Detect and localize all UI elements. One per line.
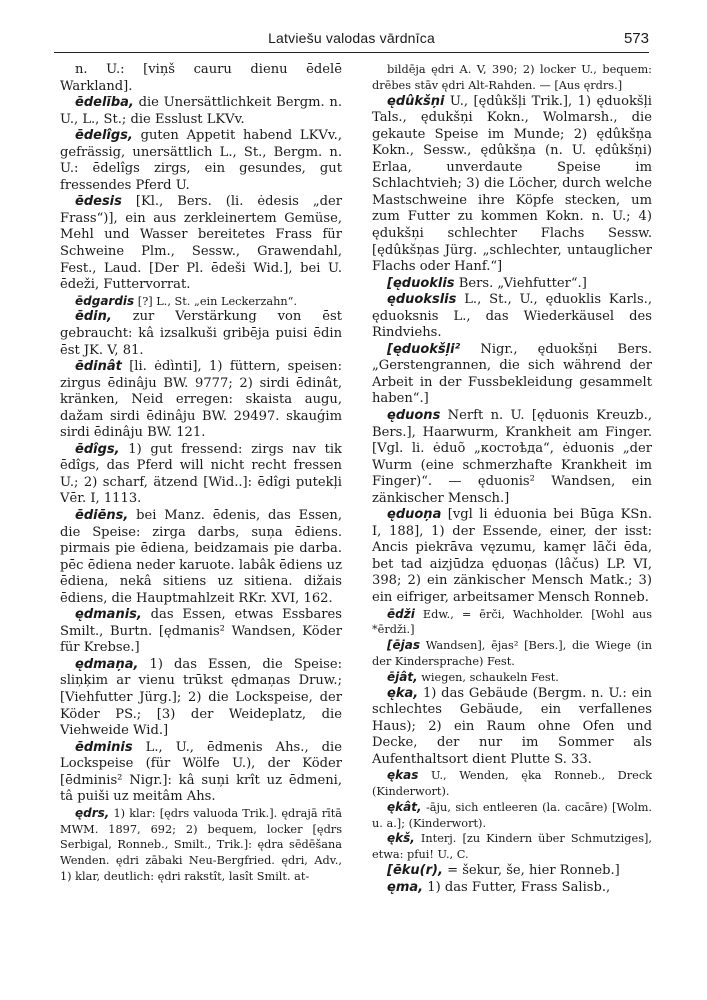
entry-headword: ędmaņa, xyxy=(75,656,139,672)
entry-headword: ēdiēns, xyxy=(75,508,129,524)
entry-text: 1) klar: [ędrs valuoda Trik.]. ędrajā rītā MWM. 1897, 692; 2) bequem, locker [ędrs Serbigal, Ronneb., Smilt., Trik.]: ędra sēdēšana Wenden. ędri zābaki Neu-Bergfried. ędri, Adv., 1) klar, deutlich: ędri rakstît, lasît Smilt. at- xyxy=(60,806,343,884)
dictionary-entry xyxy=(60,359,342,442)
entry-text: guten Appetit habend LKVv., gefrässig, unersättlich L., St., Bergm. n. U.: ēdelîgs zirgs, ein gesundes, gut fressendes Pferd U. xyxy=(60,128,342,193)
dictionary-entry xyxy=(60,740,342,806)
entry-text: bildēja ędri A. V, 390; 2) locker U., bequem: drēbes stāv ędri Alt-Rahden. — [Aus ęrdrs.] xyxy=(372,63,652,92)
entry-text: [vgl li ėduonia bei Būga KSn. I, 188], 1) der Essende, einer, der isst: Ancis piekrāva vęzumu, kamęr lāči ēda, bet tad aizjūdza ęduoņas (lâčus) LP. VI, 398; 2) ein zänkischer Mensch Matk.; 3) ein eifriger, arbeitsamer Mensch Ronneb. xyxy=(372,507,652,605)
entry-headword: [ęduokšļi² xyxy=(387,341,461,357)
entry-text: 1) das Essen, die Speise: sliņķim ar vienu trūkst ędmaņas Druw.; [Viehfutter Jürg.]; 2) die Lockspeise, der Köder PS.; [3) der Weideplatz, die Viehweide Wid.] xyxy=(60,656,342,739)
entry-headword: ēdži xyxy=(387,606,415,621)
dictionary-entry xyxy=(372,831,652,863)
page-header xyxy=(54,28,649,53)
entry-text: [li. ėdìnti], 1) füttern, speisen: zirgus ēdinâju BW. 9777; 2) sirdi ēdinât, kränken, Neid erregen: skaista augu, dažam sirdi ēdinâju BW. 29497. skauǵim sirdi ēdinâju BW. 121. xyxy=(60,359,342,441)
dictionary-entry xyxy=(372,292,652,342)
entry-text: 1) gut fressend: zirgs nav tik ēdîgs, das Pferd will nicht recht fressen U.; 2) scharf, ätzend [Wid..]: ēdîgi putekļi Vēr. I, 1113. xyxy=(60,441,342,507)
entry-text: [Kl., Bers. (li. ėdesis „der Frass“)], ein aus zerkleinertem Gemüse, Mehl und Wasser bereitetes Frass für Schweine Plm., Sessw., Grawendahl, Fest., Laud. [Der Pl. ēdeši Wid.], bei U. ēdeži, Futtervorrat. xyxy=(60,194,342,293)
dictionary-entry xyxy=(372,276,652,293)
entry-headword: ējât, xyxy=(387,669,418,684)
entry-text: Interj. [zu Kindern über Schmutziges], etwa: pfui! U., C. xyxy=(372,832,653,862)
entry-text: -āju, sich entleeren (la. cacāre) [Wolm. u. a.]; (Kinderwort). xyxy=(372,800,653,830)
dictionary-entry xyxy=(372,507,652,606)
entry-headword: ęduokslis xyxy=(387,292,457,308)
entry-text: L., U., ēdmenis Ahs., die Lockspeise (für Wölfe U.), der Köder [ēdminis² Nigr.]: kâ suņi krît uz ēdmeni, tâ puiši uz meitâm Ahs. xyxy=(60,739,342,805)
entry-text: 1) das Futter, Frass Salisb., xyxy=(427,879,611,895)
running-title: Latviešu valodas vārdnīca xyxy=(268,30,435,46)
left-column xyxy=(60,62,342,885)
entry-text: Edw., = ērči, Wachholder. [Wohl aus *ērdži.] xyxy=(372,607,653,637)
entry-headword: ędrs, xyxy=(75,805,110,820)
dictionary-entry xyxy=(60,194,342,293)
dictionary-entry xyxy=(372,670,652,686)
dictionary-entry xyxy=(60,95,342,128)
entry-headword: ękas xyxy=(387,768,419,783)
entry-text: Bers. „Viehfutter“.] xyxy=(458,275,587,291)
dictionary-entry xyxy=(372,408,652,507)
entry-text: = šekur, še, hier Ronneb.] xyxy=(447,863,620,879)
entry-text: Nigr., ęduokšņi Bers. „Gerstengrannen, die sich während der Arbeit in der Fussbekleidung gesammelt haben“.] xyxy=(372,341,652,407)
entry-text: zur Verstärkung von ēst gebraucht: kâ izsalkuši gribēja puisi ēdin ēst JK. V, 81. xyxy=(60,309,342,358)
entry-text: die Unersättlichkeit Bergm. n. U., L., St.; die Esslust LKVv. xyxy=(60,95,342,127)
dictionary-entry xyxy=(372,768,652,800)
dictionary-entry xyxy=(60,607,342,657)
dictionary-entry xyxy=(372,342,652,408)
dictionary-entry xyxy=(60,508,342,607)
dictionary-entry xyxy=(60,806,342,885)
entry-text: Nerft n. U. [ęduonis Kreuzb., Bers.], Haarwurm, Krankheit am Finger. [Vgl. li. ėduõ „костоѣда“, ėduonis „der Wurm (eine schmerzhafte Krankheit im Finger)“. — ęduonis² Wandsen, ein zänkischer Mensch.] xyxy=(372,407,652,506)
dictionary-entry xyxy=(372,686,652,769)
dictionary-entry xyxy=(60,442,342,508)
entry-text: Wandsen], ējas² [Bers.], die Wiege (in der Kindersprache) Fest. xyxy=(372,639,652,668)
entry-headword: ękš, xyxy=(387,831,415,846)
entry-headword: ędûkšņi xyxy=(387,93,445,109)
entry-headword: ękât, xyxy=(387,799,422,814)
entry-headword: ēdminis xyxy=(75,739,133,755)
dictionary-entry xyxy=(60,128,342,194)
dictionary-entry xyxy=(372,800,652,832)
dictionary-entry xyxy=(60,62,342,95)
entry-text: [?] L., St. „ein Leckerzahn“. xyxy=(137,294,298,308)
entry-headword: ēdelîgs, xyxy=(75,128,133,144)
dictionary-entry xyxy=(372,880,652,897)
entry-text: bei Manz. ēdenis, das Essen, die Speise: zirga darbs, suņa ēdiens. pirmais pie ēdiena, beidzamais pie darba. pēc ēdiena neder karuote. labâk ēdiens uz ēdiena, nekâ sitiens uz sitiena. dižais ēdiens, die Hauptmahlzeit RKr. XVI, 162. xyxy=(60,508,342,606)
entry-headword: ęduons xyxy=(387,407,441,423)
entry-headword: [ęduoklis xyxy=(387,275,455,291)
dictionary-entry xyxy=(372,638,652,670)
entry-headword: ęduoņa xyxy=(387,507,442,523)
entry-text: U., Wenden, ęka Ronneb., Dreck (Kinderwort). xyxy=(372,769,652,799)
right-column xyxy=(372,62,652,896)
dictionary-entry xyxy=(372,94,652,276)
entry-headword: [ēku(r), xyxy=(387,863,443,879)
dictionary-entry xyxy=(60,657,342,740)
entry-headword: ęka, xyxy=(387,685,419,701)
entry-text: das Essen, etwas Essbares Smilt., Burtn. [ędmanis² Wandsen, Köder für Krebse.] xyxy=(60,607,342,656)
entry-headword: ēdesis xyxy=(75,194,122,210)
dictionary-entry xyxy=(372,607,652,639)
entry-headword: ēdgardis xyxy=(75,293,135,308)
entry-text: wiegen, schaukeln Fest. xyxy=(421,670,559,684)
entry-text: U., [ędûkšļi Trik.], 1) ęduokšļi Tals., ędukšņi Kokn., Wolmarsh., die gekaute Speise im Munde; 2) ędûkšņa Kokn., Sessw., ędûkšņa (n. U. ędûkšņi) Erlaa, unverdaute Speise im Schlachtvieh; 3) die Löcher, durch welche Mastschweine ihre Köpfe stecken, um zum Futter zu kommen Kokn. n. U.; 4) ędukšņi schlechter Flachs Sessw. [ędûkšņas Jürg. „schlechter, untauglicher Flachs oder Hanf.“] xyxy=(372,93,652,275)
entry-text: 1) das Gebäude (Bergm. n. U.: ein schlechtes Gebäude, ein verfallenes Haus); 2) ein Raum ohne Ofen und Decke, der nur im Sommer als Aufenthaltsort dient Plutte S. 33. xyxy=(372,685,652,767)
entry-headword: ēdîgs, xyxy=(75,441,120,457)
page-number: 573 xyxy=(623,30,649,47)
entry-headword: ędmanis, xyxy=(75,607,142,623)
entry-headword: ēdin, xyxy=(75,309,112,325)
entry-headword: ęma, xyxy=(387,879,424,895)
dictionary-entry xyxy=(60,309,342,359)
dictionary-entry xyxy=(60,294,342,310)
entry-text: n. U.: [viņš cauru dienu ēdelē Warkland]. xyxy=(60,62,342,94)
entry-headword: [ējas xyxy=(387,638,420,653)
dictionary-entry xyxy=(372,62,652,94)
entry-headword: ēdinât xyxy=(75,359,122,375)
dictionary-entry xyxy=(372,863,652,880)
entry-text: L., St., U., ęduoklis Karls., ęduoksnis L., das Wiederkäusel des Rindviehs. xyxy=(372,292,652,341)
entry-headword: ēdelība, xyxy=(75,95,134,111)
